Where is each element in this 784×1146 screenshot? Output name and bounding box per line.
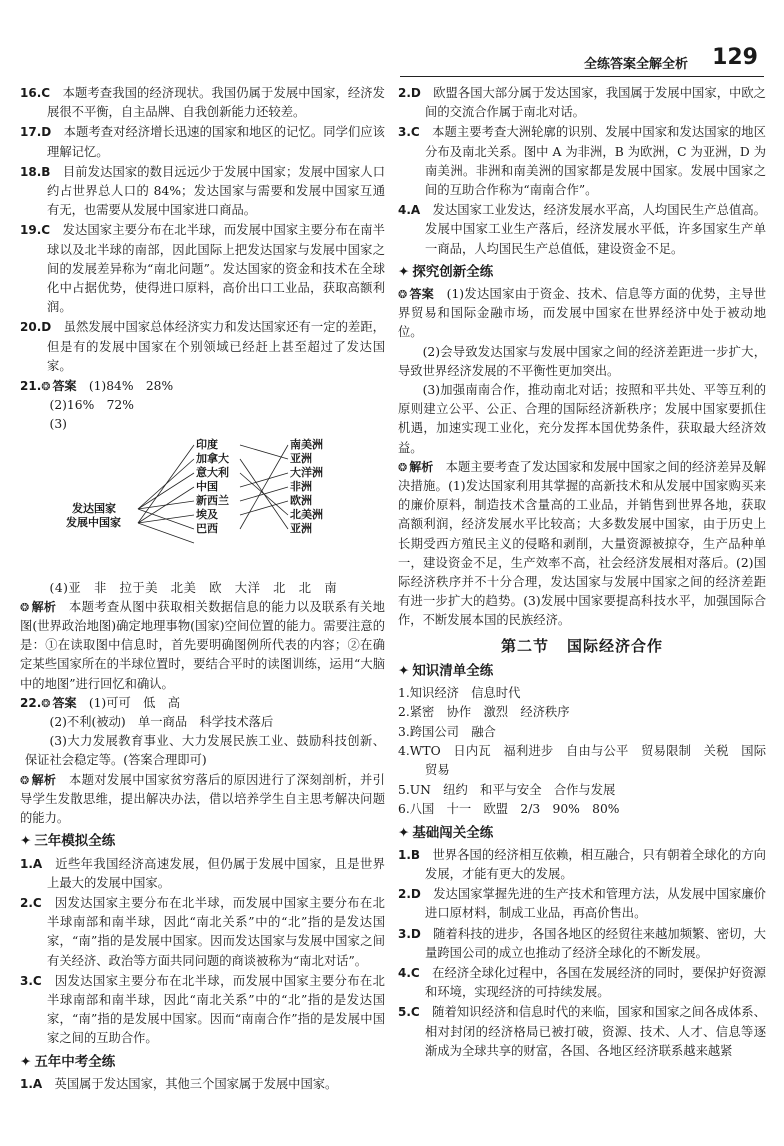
knowledge-item: 3.跨国公司 融合: [398, 724, 496, 739]
q21-analysis: ❂ 解析 本题考查从图中获取相关数据信息的能力以及联系有关地图(世界政治地图)确定地理事物(国家)空间位置的能力。需要注意的是：①在读取图中信息时，首先要明确图例所代表的内容；②在确定某些国家所在的半球位置时，要结合平时的读图训练，运用“大脑中的地图”进行回忆和确认。: [20, 599, 385, 691]
q21-line-3: (3): [49, 417, 67, 432]
star-icon: ✦: [398, 263, 410, 280]
section-title-jichu: ✦ 基础闯关全练: [398, 824, 494, 841]
q22-line-3: (3)大力发展教育事业、大力发展民族工业、鼓励科技创新、保证社会稳定等。(答案合理即可): [24, 734, 385, 768]
answer-item: 5.C 随着知识经济和信息时代的来临，国家和国家之间各成体系、相对封闭的经济格局已被打破，资源、技术、人才、信息等逐渐成为全球共享的财富，各国、各地区经济联系越来越紧: [398, 1005, 766, 1058]
section-title-wunian: ✦ 五年中考全练: [20, 1053, 116, 1070]
analysis-tag-icon: ❂: [20, 773, 30, 787]
country-continent-diagram: [20, 437, 385, 577]
answer-tag-icon: ❂: [41, 696, 51, 710]
answer-item: 2.D 发达国家掌握先进的生产技术和管理方法，从发展中国家廉价进口原材料，制成工业品，再高价售出。: [398, 887, 766, 921]
answer-item: 17.D 本题考查对经济增长迅速的国家和地区的记忆。同学们应该理解记忆。: [20, 125, 385, 159]
star-icon: ✦: [20, 1053, 32, 1070]
diagram-node-developing: 发展中国家: [66, 515, 121, 529]
diagram-continent: 亚洲: [290, 451, 312, 465]
answer-tag-icon: ❂: [398, 288, 408, 302]
q21-line-2: (2)16% 72%: [49, 398, 134, 413]
page-number: 129: [712, 45, 758, 70]
diagram-country: 意大利: [196, 465, 229, 479]
answer-item: 2.D 欧盟各国大部分属于发达国家，我国属于发展中国家，中欧之间的交流合作属于南北对话。: [398, 86, 766, 120]
section-title-tanjiu: ✦ 探究创新全练: [398, 263, 494, 280]
answer-item: 1.A 英国属于发达国家，其他三个国家属于发展中国家。: [20, 1076, 338, 1091]
diagram-country: 中国: [196, 479, 218, 493]
answer-item: 2.C 因发达国家主要分布在北半球，而发展中国家主要分布在北半球南部和南半球，因此“南北关系”中的“北”指的是发达国家，“南”指的是发展中国家。因而发达国家与发展中国家之间有关经济、政治等方面共同问题的商谈被称为“南北对话”。: [20, 895, 385, 968]
answer-item: 3.D 随着科技的进步，各国各地区的经贸往来越加频繁、密切，大量跨国公司的成立也推动了经济全球化的不断发展。: [398, 926, 766, 960]
chapter-title: 第二节 国际经济合作: [500, 636, 664, 655]
diagram-node-developed: 发达国家: [72, 501, 116, 515]
page-header: [0, 0, 784, 78]
tanjiu-p2: (2)会导致发达国家与发展中国家之间的经济差距进一步扩大，导致世界经济发展的不平衡性更加突出。: [398, 344, 766, 378]
tanjiu-p3: (3)加强南南合作，推动南北对话；按照和平共处、平等互利的原则建立公平、公正、合理的国际经济新秩序；发展中国家要抓住机遇，加速实现工业化，充分发挥本国优势条件，获取最大经济效益。: [398, 383, 766, 455]
analysis-tag-icon: ❂: [398, 460, 408, 474]
answer-item: 3.C 因发达国家主要分布在北半球，而发展中国家主要分布在北半球南部和南半球，因此“南北关系”中的“北”指的是发达国家，“南”指的是发展中国家。因而“南南合作”指的是发展中国家之间的互助合作。: [20, 973, 385, 1046]
answer-item: 4.A 发达国家工业发达，经济发展水平高，人均国民生产总值高。发展中国家工业生产落后，经济发展水平低，许多国家生产单一商品，人均国民生产总值低，建设资金不足。: [398, 203, 766, 256]
knowledge-item: 1.知识经济 信息时代: [398, 686, 521, 701]
answer-item: 4.C 在经济全球化过程中，各国在发展经济的同时，要保护好资源和环境，实现经济的可持续发展。: [398, 965, 766, 1000]
star-icon: ✦: [20, 833, 32, 850]
header-title: 全练答案全解全析: [583, 57, 688, 72]
q22-analysis: ❂ 解析 本题对发展中国家贫穷落后的原因进行了深刻剖析，并引导学生发散思维，提出解决办法，借以培养学生自主思考解决问题的能力。: [20, 772, 385, 826]
q21-answer: 21.❂ 答案 (1)84% 28%: [20, 379, 174, 394]
diagram-continent: 欧洲: [290, 493, 312, 507]
answer-tag-icon: ❂: [41, 380, 51, 394]
knowledge-item: 2.紧密 协作 激烈 经济秩序: [398, 705, 570, 720]
knowledge-item: 4.WTO 日内瓦 福利进步 自由与公平 贸易限制 关税 国际贸易: [398, 743, 766, 777]
analysis-tag-icon: ❂: [20, 600, 30, 614]
diagram-country: 埃及: [196, 507, 218, 521]
answer-item: 1.B 世界各国的经济相互依赖，相互融合，只有朝着全球化的方向发展，才能有更大的发展。: [398, 847, 766, 881]
star-icon: ✦: [398, 662, 410, 679]
diagram-country: 加拿大: [196, 451, 229, 465]
answer-item: 3.C 本题主要考查大洲轮廓的识别、发展中国家和发达国家的地区分布及南北关系。图中 A 为非洲，B 为欧洲，C 为亚洲，D 为南美洲。非洲和南美洲的国家都是发展中国家。发展中国家之间的互助合作称为“南南合作”。: [398, 125, 766, 198]
star-icon: ✦: [398, 824, 410, 841]
knowledge-item: 6.八国 十一 欧盟 2/3 90% 80%: [398, 802, 620, 817]
diagram-continent: 南美洲: [290, 437, 323, 451]
q21-line-4: (4)亚 非 拉于美 北美 欧 大洋 北 北 南: [49, 580, 338, 595]
answer-item: 20.D 虽然发展中国家总体经济实力和发达国家还有一定的差距，但是有的发展中国家在个别领域已经赶上甚至超过了发达国家。: [20, 320, 385, 373]
diagram-continent: 亚洲: [290, 521, 312, 535]
diagram-country: 新西兰: [196, 493, 229, 507]
knowledge-item: 5.UN 纽约 和平与安全 合作与发展: [398, 783, 616, 798]
answer-item: 1.A 近些年我国经济高速发展，但仍属于发展中国家，且是世界上最大的发展中国家。: [20, 856, 385, 890]
answer-item: 19.C 发达国家主要分布在北半球，而发展中国家主要分布在南半球以及北半球的南部，因此国际上把发达国家与发展中国家之间的发展差异称为“南北问题”。发达国家的资金和技术在全球化中占据优势，使得进口原料，高价出口工业品，获取高额利润。: [20, 223, 385, 315]
answer-item: 16.C 本题考查我国的经济现状。我国仍属于发展中国家，经济发展很不平衡，自主品牌、自我创新能力还较差。: [20, 86, 385, 120]
answer-item: 18.B 目前发达国家的数目远远少于发展中国家；发展中国家人口约占世界总人口的 84%；发达国家与需要和发展中国家互通有无，也需要从发展中国家进口商品。: [20, 164, 385, 218]
diagram-country: 印度: [196, 437, 218, 451]
q22-answer: 22.❂ 答案 (1)可可 低 高: [20, 695, 181, 710]
section-title-zhishi: ✦ 知识清单全练: [398, 662, 494, 679]
diagram-continent: 大洋洲: [290, 465, 323, 479]
right-column: [398, 84, 766, 1136]
diagram-continent: 非洲: [290, 479, 312, 493]
diagram-continent: 北美洲: [290, 507, 323, 521]
tanjiu-analysis: ❂ 解析 本题主要考查了发达国家和发展中国家之间的经济差异及解决措施。(1)发达国家利用其掌握的高新技术和从发展中国家购买来的廉价原料，制造技术含量高的工业品，并销售到世界各地，获取高额利润，经济发展水平比较高；大多数发展中国家，由于历史上长期受西方殖民主义的侵略和剥削，大量资源被掠夺，生产品种单一，建设资金不足，生产效率不高，社会经济发展相对落后。(2)国际经济秩序并不十分合理，发达国家与发展中国家之间的经济差距有进一步扩大的趋势。(3)发展中国家要提高科技水平，加强国际合作，不断发展本国的民族经济。: [398, 459, 766, 628]
q22-line-2: (2)不利(被动) 单一商品 科学技术落后: [49, 715, 274, 730]
section-title-sannian: ✦ 三年模拟全练: [20, 833, 116, 850]
diagram-country: 巴西: [196, 521, 218, 535]
left-column: [20, 84, 385, 1136]
tanjiu-answer: ❂ 答案 (1)发达国家由于资金、技术、信息等方面的优势，主导世界贸易和国际金融市场，而发展中国家在世界经济中处于被动地位。: [398, 287, 766, 340]
header-rule: [400, 76, 764, 77]
